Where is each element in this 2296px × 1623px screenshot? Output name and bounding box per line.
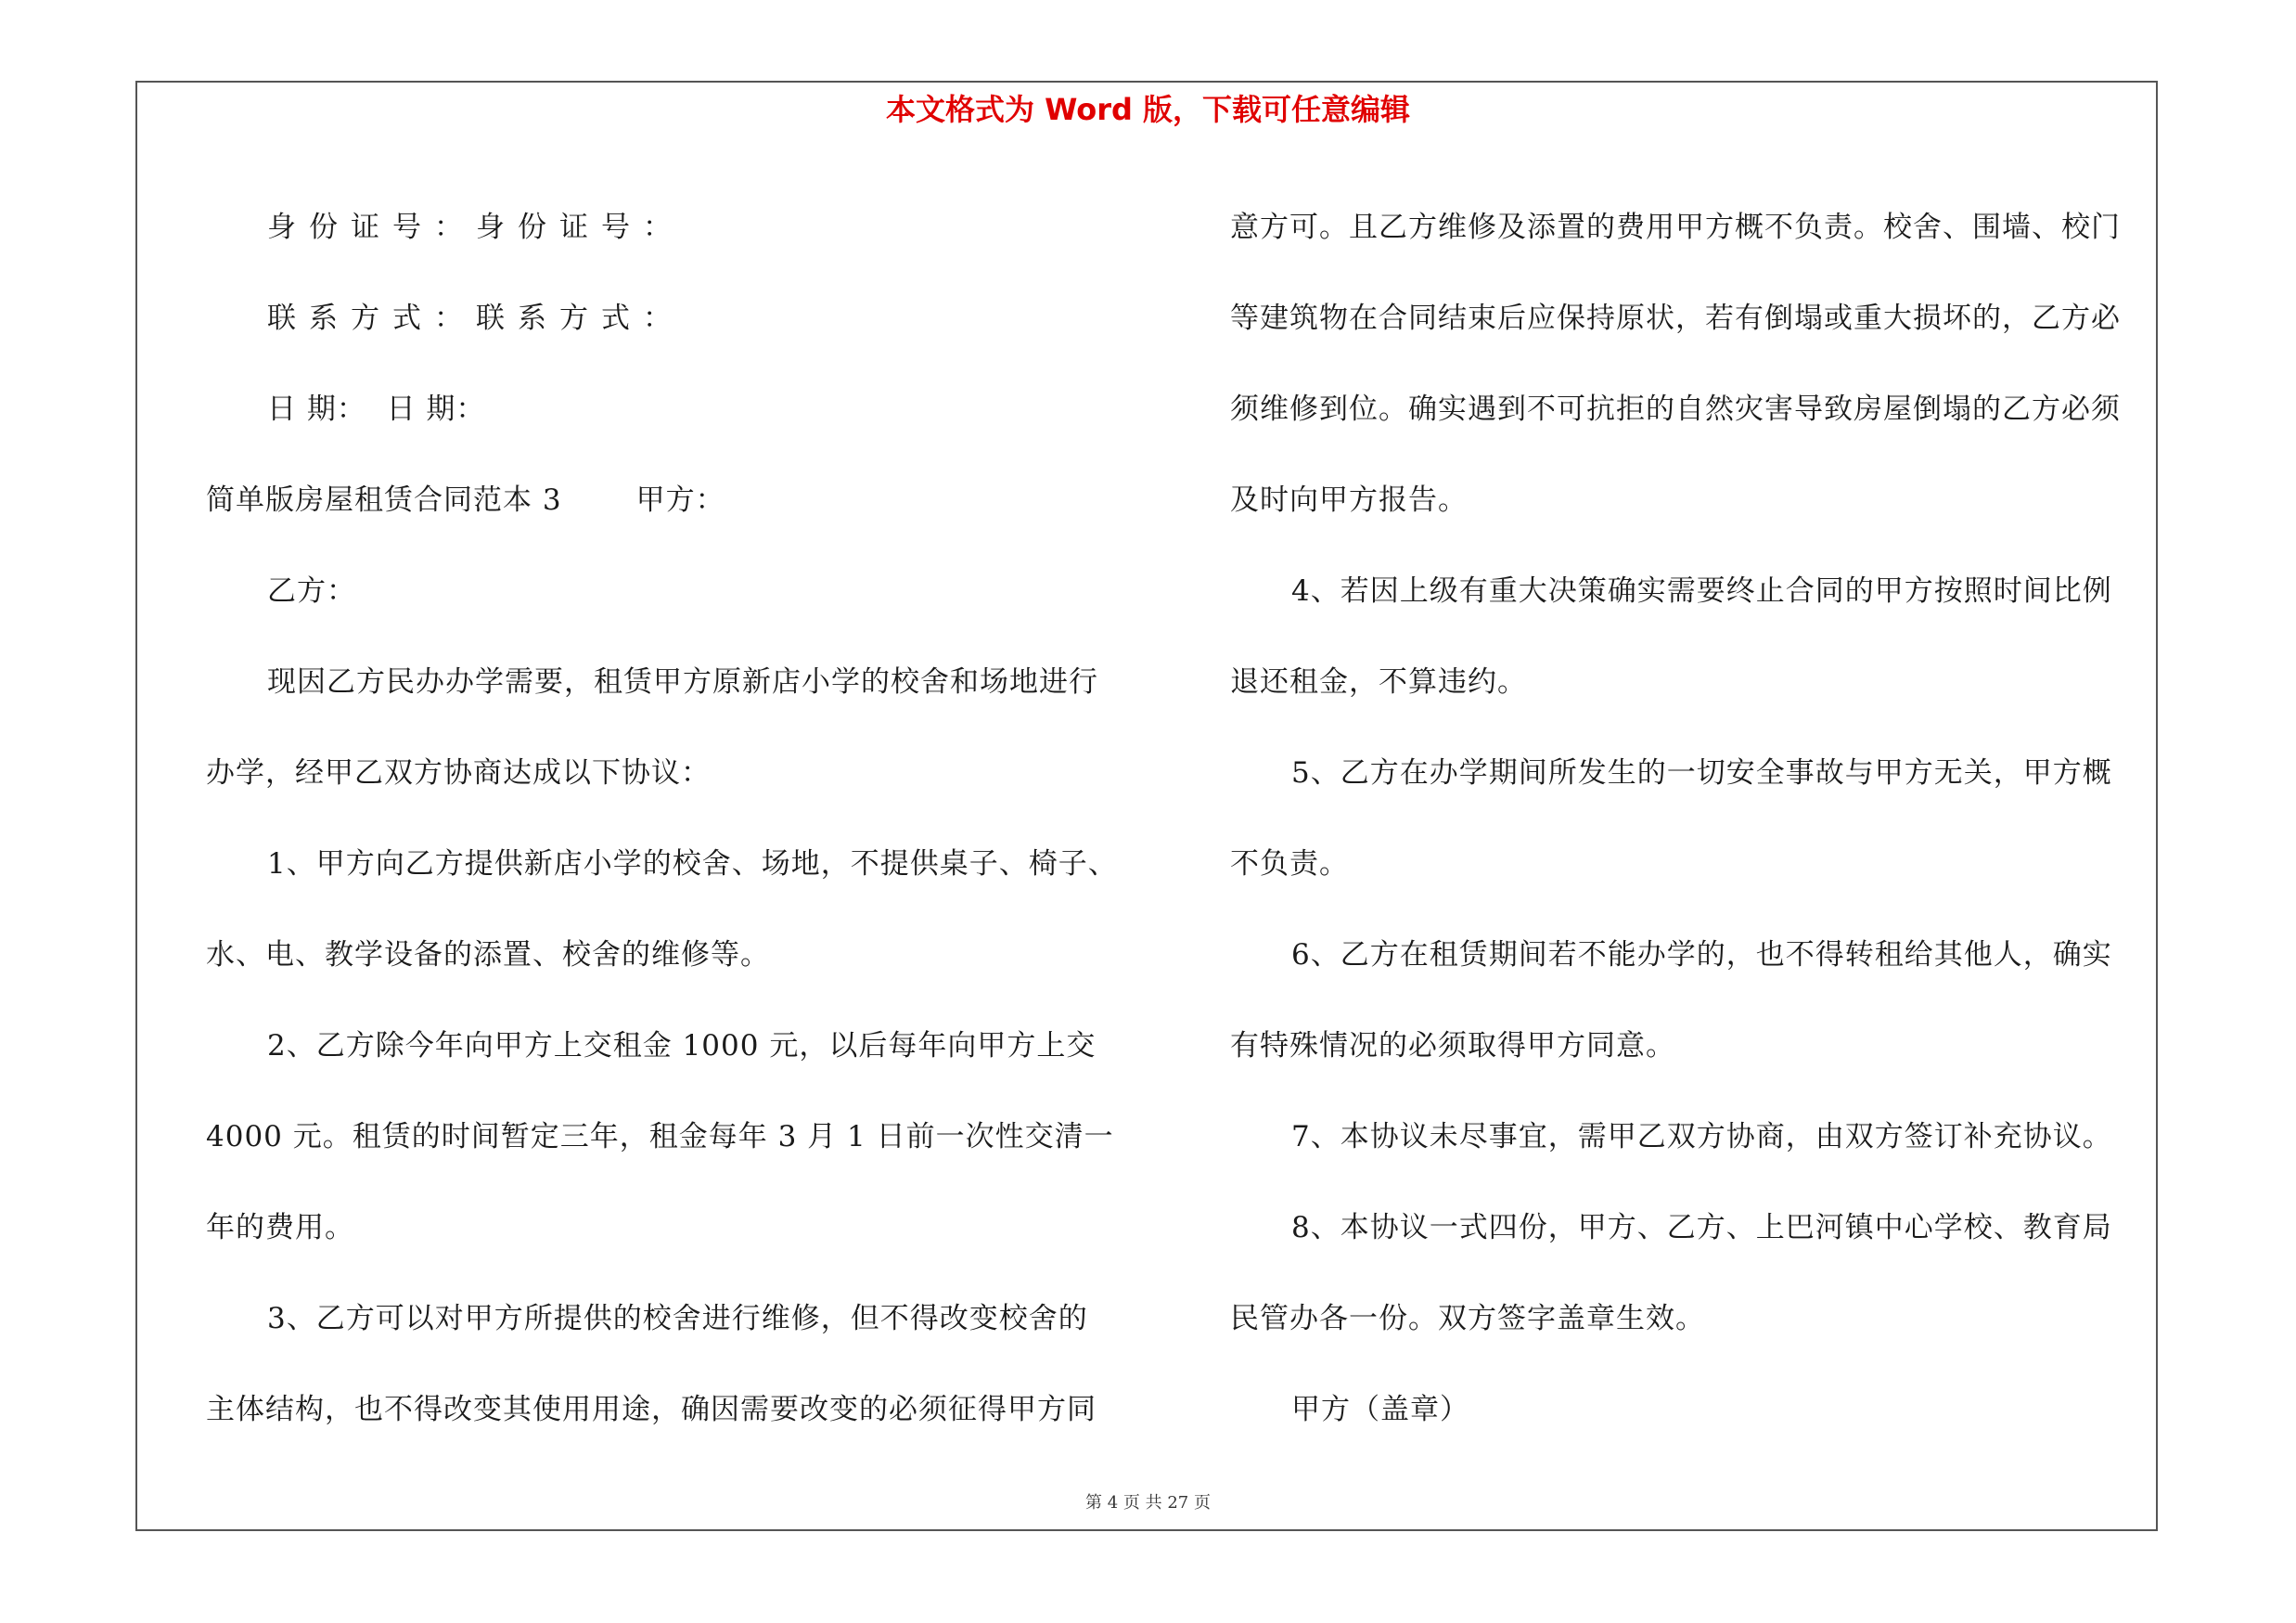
clause-3-line-5: 须维修到位。确实遇到不可抗拒的自然灾害导致房屋倒塌的乙方必须 xyxy=(1230,393,2121,426)
page-number-footer: 第 4 页 共 27 页 xyxy=(1085,1493,1211,1513)
contact-label-party-b: 联系方式： xyxy=(476,302,685,335)
id-label-party-b: 身份证号： xyxy=(476,211,685,244)
id-label-party-a: 身份证号： xyxy=(267,211,476,244)
contract-title: 简单版房屋租赁合同范本 3 xyxy=(206,483,562,517)
intro-line-2: 办学，经甲乙双方协商达成以下协议： xyxy=(206,756,711,790)
clause-2-line-1: 2、乙方除今年向甲方上交租金 1000 元，以后每年向甲方上交 xyxy=(267,1029,1097,1063)
clause-2-line-2: 4000 元。租赁的时间暂定三年，租金每年 3 月 1 日前一次性交清一 xyxy=(206,1120,1114,1153)
editable-format-banner: 本文格式为 Word 版，下载可任意编辑 xyxy=(885,92,1411,127)
clause-5-line-2: 不负责。 xyxy=(1230,847,1349,881)
clause-3-line-6: 及时向甲方报告。 xyxy=(1230,483,1468,517)
date-line xyxy=(206,364,1171,455)
date-label-party-a: 日 期： xyxy=(267,393,366,426)
clause-2-line-3: 年的费用。 xyxy=(206,1211,354,1244)
clause-4-line-1: 4、若因上级有重大决策确实需要终止合同的甲方按照时间比例 xyxy=(1291,574,2112,608)
clause-1-line-2: 水、电、教学设备的添置、校舍的维修等。 xyxy=(206,938,770,972)
contact-label-party-a: 联系方式： xyxy=(267,302,476,335)
clause-8-line-2: 民管办各一份。双方签字盖章生效。 xyxy=(1230,1302,1705,1335)
contract-title-line xyxy=(206,455,1171,546)
clause-5-line-1: 5、乙方在办学期间所发生的一切安全事故与甲方无关，甲方概 xyxy=(1291,756,2112,790)
left-column xyxy=(206,182,1171,1455)
party-b-label: 乙方： xyxy=(267,574,356,608)
clause-6-line-2: 有特殊情况的必须取得甲方同意。 xyxy=(1230,1029,1675,1063)
clause-8-line-1: 8、本协议一式四份，甲方、乙方、上巴河镇中心学校、教育局 xyxy=(1291,1211,2112,1244)
clause-4-line-2: 退还租金，不算违约。 xyxy=(1230,665,1527,699)
date-label-party-b: 日 期： xyxy=(386,393,486,426)
clause-7-line-1: 7、本协议未尽事宜，需甲乙双方协商，由双方签订补充协议。 xyxy=(1291,1120,2112,1153)
id-number-line xyxy=(206,182,1171,273)
party-a-seal-label: 甲方（盖章） xyxy=(1291,1393,1469,1426)
intro-line-1: 现因乙方民办办学需要，租赁甲方原新店小学的校舍和场地进行 xyxy=(267,665,1098,699)
clause-3-line-2: 主体结构，也不得改变其使用用途，确因需要改变的必须征得甲方同 xyxy=(206,1393,1097,1426)
clause-6-line-1: 6、乙方在租赁期间若不能办学的，也不得转租给其他人，确实 xyxy=(1291,938,2112,972)
party-a-label: 甲方： xyxy=(635,483,725,517)
contact-line xyxy=(206,273,1171,364)
clause-3-line-3: 意方可。且乙方维修及添置的费用甲方概不负责。校舍、围墙、校门 xyxy=(1230,211,2121,244)
clause-3-line-1: 3、乙方可以对甲方所提供的校舍进行维修，但不得改变校舍的 xyxy=(267,1302,1088,1335)
right-column xyxy=(1230,182,2158,1455)
clause-1-line-1: 1、甲方向乙方提供新店小学的校舍、场地，不提供桌子、椅子、 xyxy=(267,847,1118,881)
clause-3-line-4: 等建筑物在合同结束后应保持原状，若有倒塌或重大损坏的，乙方必 xyxy=(1230,302,2121,335)
